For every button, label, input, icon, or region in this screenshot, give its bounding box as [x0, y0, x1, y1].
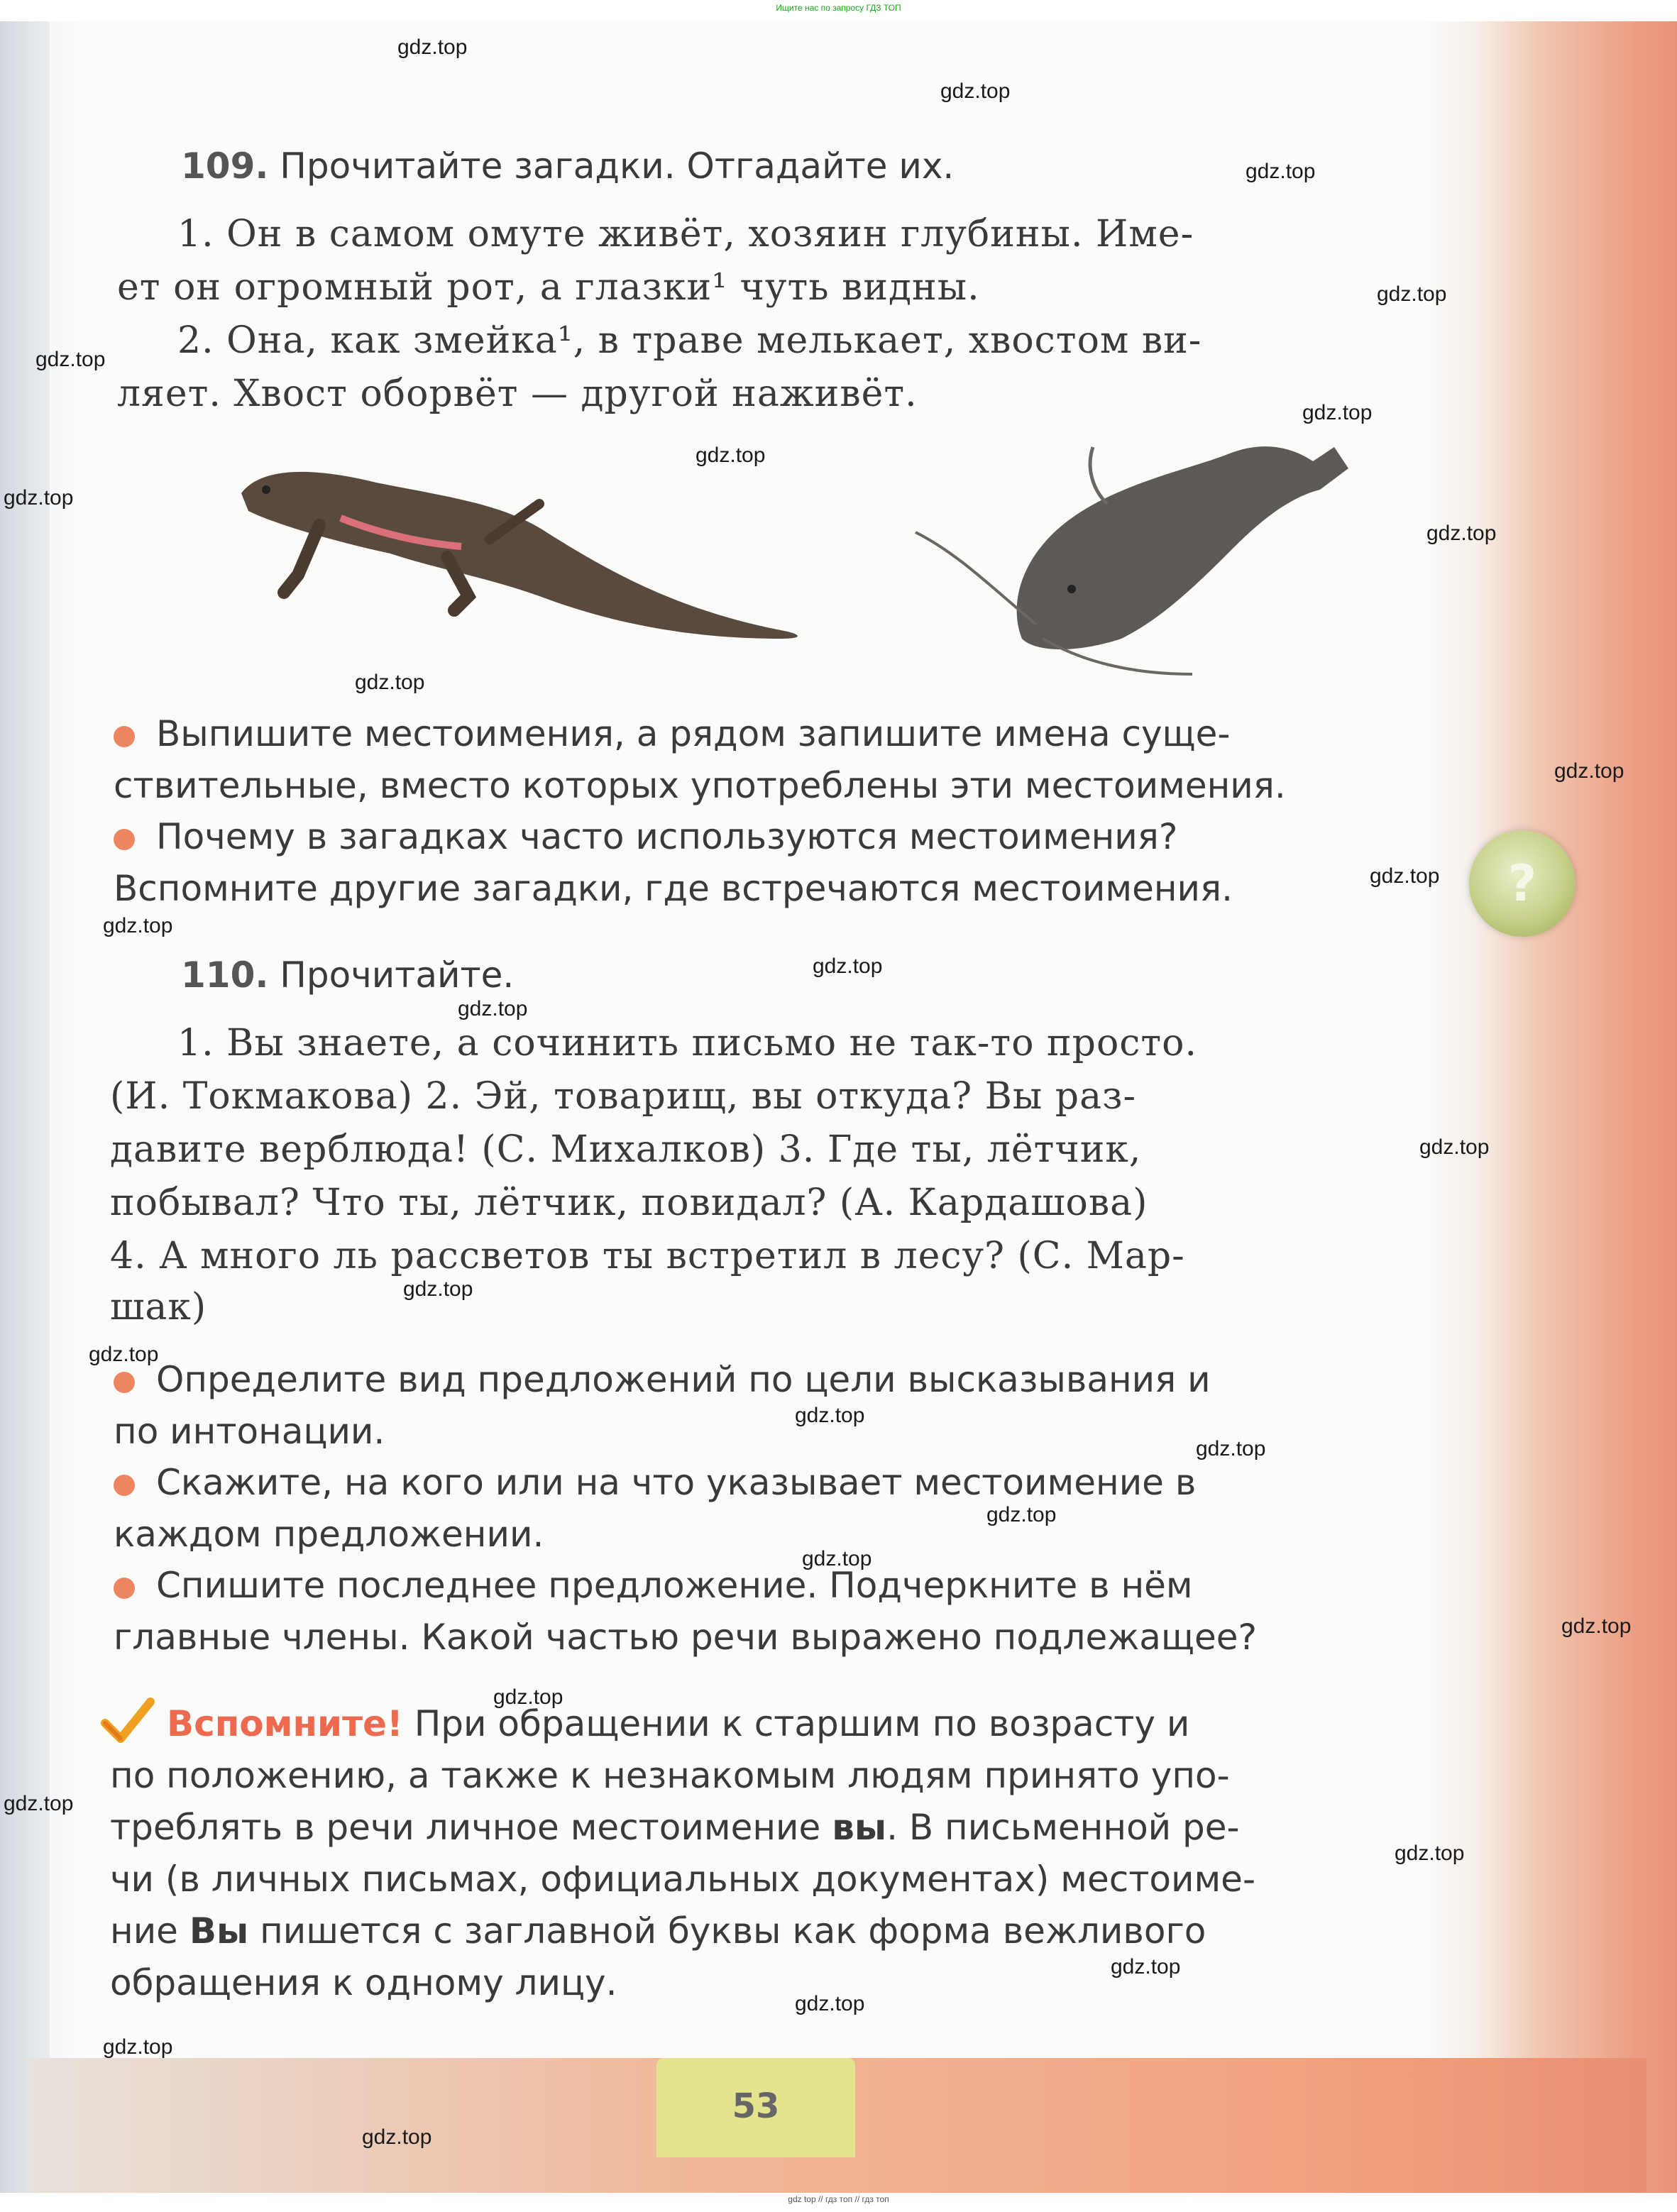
ex110-bullet: Определите вид предложений по цели высказывания и	[114, 1359, 1211, 1400]
ex110-line: шак)	[110, 1286, 207, 1328]
bullet-icon	[114, 829, 135, 850]
checkmark-icon	[99, 1696, 156, 1746]
bullet-icon	[114, 1475, 135, 1496]
ex110-bullet-cont: каждом предложении.	[114, 1514, 544, 1555]
watermark: gdz.top	[940, 79, 1011, 103]
watermark: gdz.top	[1426, 522, 1497, 545]
ex110-line: (И. Токмакова) 2. Эй, товарищ, вы откуда? Вы раз-	[110, 1075, 1137, 1118]
remember-line: Вспомните! При обращении к старшим по возрасту и	[167, 1703, 1190, 1744]
remember-line: чи (в личных письмах, официальных документах) местоиме-	[110, 1859, 1255, 1900]
ex109-number: 109.	[181, 145, 269, 187]
ex109-bullet-cont: Вспомните другие загадки, где встречаются местоимения.	[114, 868, 1233, 909]
watermark: gdz.top	[1196, 1437, 1266, 1460]
watermark: gdz.top	[397, 35, 468, 59]
watermark: gdz.top	[355, 671, 425, 694]
ex110-number: 110.	[181, 954, 269, 996]
watermark: gdz.top	[795, 1404, 865, 1427]
watermark: gdz.top	[1111, 1955, 1181, 1979]
ex110-bullet-cont: по интонации.	[114, 1411, 385, 1452]
top-note: Ищите нас по запросу ГДЗ ТОП	[776, 3, 901, 13]
watermark: gdz.top	[4, 1792, 74, 1815]
watermark: gdz.top	[813, 954, 883, 978]
watermark: gdz.top	[1419, 1135, 1490, 1159]
watermark: gdz.top	[103, 2035, 173, 2059]
watermark: gdz.top	[1246, 160, 1316, 183]
bullet-icon	[114, 1372, 135, 1393]
watermark: gdz.top	[986, 1503, 1057, 1526]
ex109-line: ляет. Хвост оборвёт — другой наживёт.	[117, 373, 918, 415]
watermark: gdz.top	[103, 914, 173, 937]
watermark: gdz.top	[458, 997, 528, 1020]
watermark: gdz.top	[493, 1685, 563, 1709]
ex110-task: Прочитайте.	[280, 954, 515, 996]
watermark: gdz.top	[1561, 1614, 1632, 1638]
ex110-line: 1. Вы знаете, а сочинить письмо не так-то просто.	[177, 1022, 1198, 1064]
ex110-bullet-cont: главные члены. Какой частью речи выражено подлежащее?	[114, 1617, 1258, 1658]
remember-line: по положению, а также к незнакомым людям принято упо-	[110, 1755, 1230, 1796]
ex109-header	[181, 145, 954, 187]
ex109-task: Прочитайте загадки. Отгадайте их.	[280, 145, 955, 187]
catfish-image	[894, 426, 1377, 681]
ex109-line: ет он огромный рот, а глазки¹ чуть видны.	[117, 266, 980, 309]
watermark: gdz.top	[4, 486, 74, 510]
watermark: gdz.top	[1395, 1842, 1465, 1865]
watermark: gdz.top	[1377, 282, 1447, 306]
watermark: gdz.top	[1302, 401, 1373, 424]
question-icon: ?	[1469, 830, 1576, 937]
remember-line: ние Вы пишется с заглавной буквы как форма вежливого	[110, 1910, 1206, 1952]
bottom-note: gdz top // гдз топ // гдз топ	[788, 2194, 889, 2204]
ex110-bullet: Спишите последнее предложение. Подчеркните в нём	[114, 1565, 1193, 1606]
watermark: gdz.top	[362, 2125, 432, 2149]
watermark: gdz.top	[1554, 759, 1624, 783]
ex110-header	[181, 954, 514, 996]
ex109-bullet: Почему в загадках часто используются местоимения?	[114, 816, 1177, 857]
watermark: gdz.top	[403, 1277, 473, 1301]
watermark: gdz.top	[1370, 864, 1440, 888]
ex109-line: 2. Она, как змейка¹, в траве мелькает, хвостом ви-	[177, 319, 1202, 362]
remember-line: треблять в речи личное местоимение вы. В письменной ре-	[110, 1807, 1240, 1848]
ex109-bullet: Выпишите местоимения, а рядом запишите имена суще-	[114, 713, 1230, 754]
watermark: gdz.top	[795, 1992, 865, 2015]
ex110-line: давите верблюда! (С. Михалков) 3. Где ты, лётчик,	[110, 1128, 1142, 1171]
bullet-icon	[114, 1578, 135, 1599]
page-number: 53	[732, 2086, 780, 2126]
ex109-line: 1. Он в самом омуте живёт, хозяин глубины. Име-	[177, 213, 1194, 255]
watermark: gdz.top	[89, 1343, 159, 1366]
watermark: gdz.top	[802, 1547, 872, 1570]
ex109-bullet-cont: ствительные, вместо которых употреблены эти местоимения.	[114, 765, 1286, 806]
remember-heading: Вспомните!	[167, 1703, 403, 1744]
ex110-bullet: Скажите, на кого или на что указывает местоимение в	[114, 1462, 1196, 1503]
watermark: gdz.top	[35, 348, 106, 371]
ex110-line: побывал? Что ты, лётчик, повидал? (А. Кардашова)	[110, 1182, 1148, 1224]
bullet-icon	[114, 726, 135, 747]
page-spine-shadow	[0, 21, 50, 2193]
ex110-line: 4. А много ль рассветов ты встретил в лесу? (С. Мар-	[110, 1235, 1185, 1277]
remember-line: обращения к одному лицу.	[110, 1962, 617, 2003]
watermark: gdz.top	[695, 444, 766, 467]
